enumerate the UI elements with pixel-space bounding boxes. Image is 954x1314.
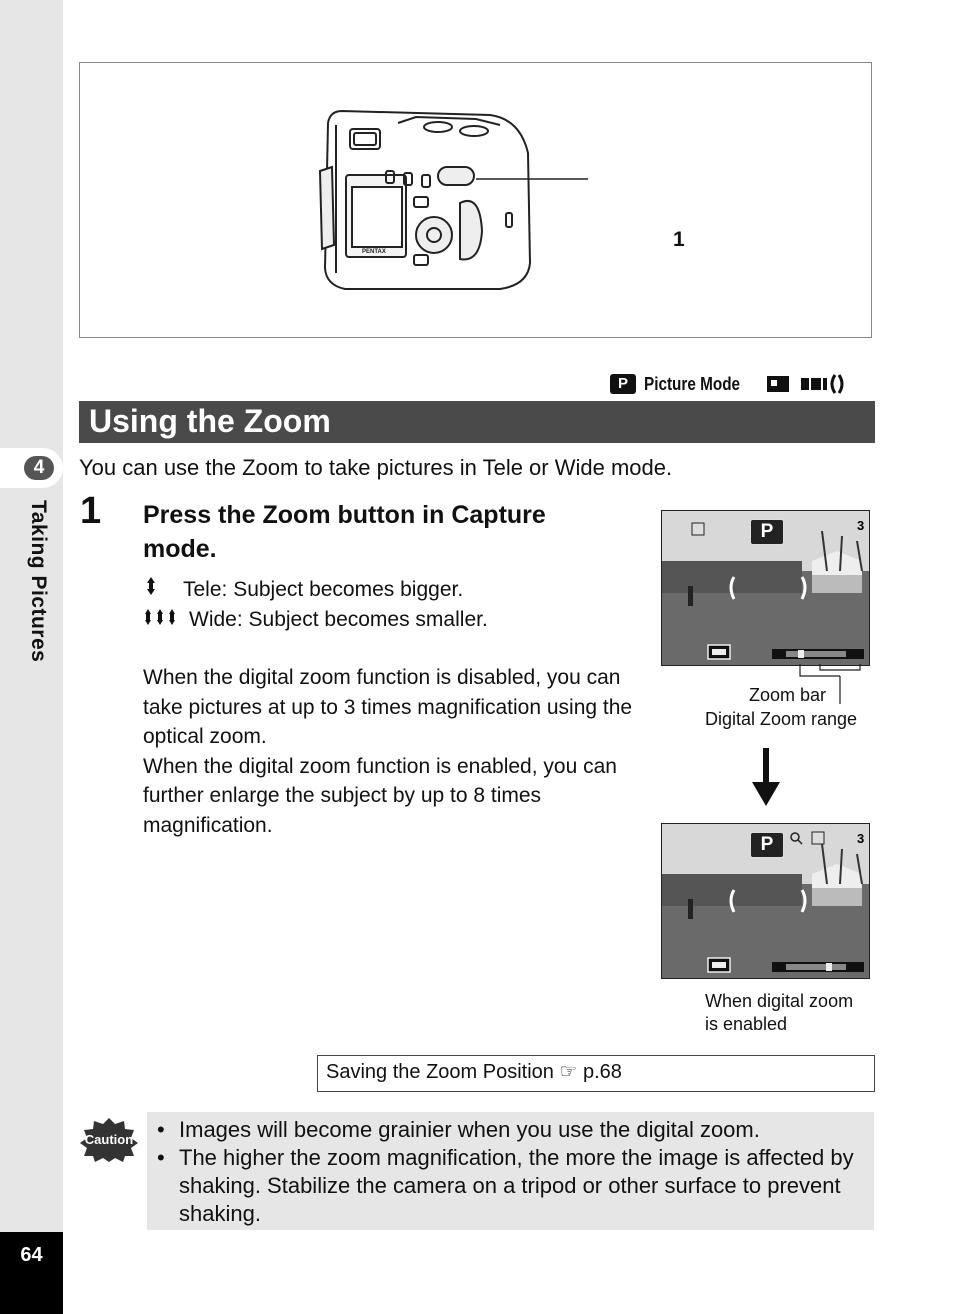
chapter-tab <box>0 448 63 488</box>
lcd-shot-count: 3 <box>857 518 865 533</box>
paragraph-digital-disabled: When the digital zoom function is disabled, you can take pictures at up to 3 times magnification using the optical zoom. <box>143 666 633 749</box>
camera-illustration <box>80 63 871 337</box>
chapter-label: Taking Pictures <box>27 500 50 663</box>
chapter-number: 4 <box>24 456 54 480</box>
caution-badge-text: Caution <box>84 1132 134 1147</box>
intro-text: You can use the Zoom to take pictures in Tele or Wide mode. <box>79 455 673 480</box>
lcd-mode-badge: P <box>750 832 784 858</box>
section-title-bar <box>79 401 875 443</box>
scene-mode-icons <box>755 373 845 395</box>
lcd-screen-normal <box>661 510 870 666</box>
caution-item: • The higher the zoom magnification, the more the image is affected by shaking. Stabilize the camera on a tripod or other surface to prevent shaking. <box>157 1144 857 1228</box>
tele-line <box>143 575 463 605</box>
lcd-mode-badge: P <box>750 519 784 545</box>
caution-icon <box>80 1118 138 1162</box>
wide-icon <box>143 605 189 635</box>
down-arrow-icon <box>752 748 780 806</box>
zoom-bar-label: Zoom bar <box>749 685 827 705</box>
caution-list <box>157 1116 857 1228</box>
program-mode-icon: P <box>610 374 636 394</box>
digital-zoom-range-label: Digital Zoom range <box>705 709 858 729</box>
reference-text: Saving the Zoom Position ☞ p.68 <box>326 1061 622 1083</box>
wide-line <box>143 605 488 635</box>
step-heading: Press the Zoom button in Capture mode. <box>143 501 546 563</box>
tele-icon <box>143 575 183 605</box>
digital-enabled-caption-1: When digital zoom <box>705 991 854 1011</box>
callout-1: 1 <box>673 228 685 251</box>
lcd-screen-digital <box>661 823 870 979</box>
page-number: 64 <box>0 1232 63 1314</box>
mode-label: Picture Mode <box>644 373 741 394</box>
camera-figure <box>79 62 872 338</box>
body-paragraphs <box>143 663 643 841</box>
reference-box <box>317 1055 875 1092</box>
step-number: 1 <box>80 490 102 532</box>
section-title: Using the Zoom <box>89 403 331 439</box>
tele-text: Tele: Subject becomes bigger. <box>183 578 464 601</box>
wide-text: Wide: Subject becomes smaller. <box>189 608 488 631</box>
camera-brand: PENTAX <box>362 249 386 255</box>
caution-item: • Images will become grainier when you use the digital zoom. <box>157 1116 857 1144</box>
digital-enabled-caption-2: is enabled <box>705 1014 788 1034</box>
lcd-shot-count: 3 <box>857 831 865 846</box>
caution-box <box>147 1112 874 1230</box>
paragraph-digital-enabled: When the digital zoom function is enabled, you can further enlarge the subject by up to 8 times magnification. <box>143 754 617 837</box>
mode-indicator <box>610 370 845 398</box>
